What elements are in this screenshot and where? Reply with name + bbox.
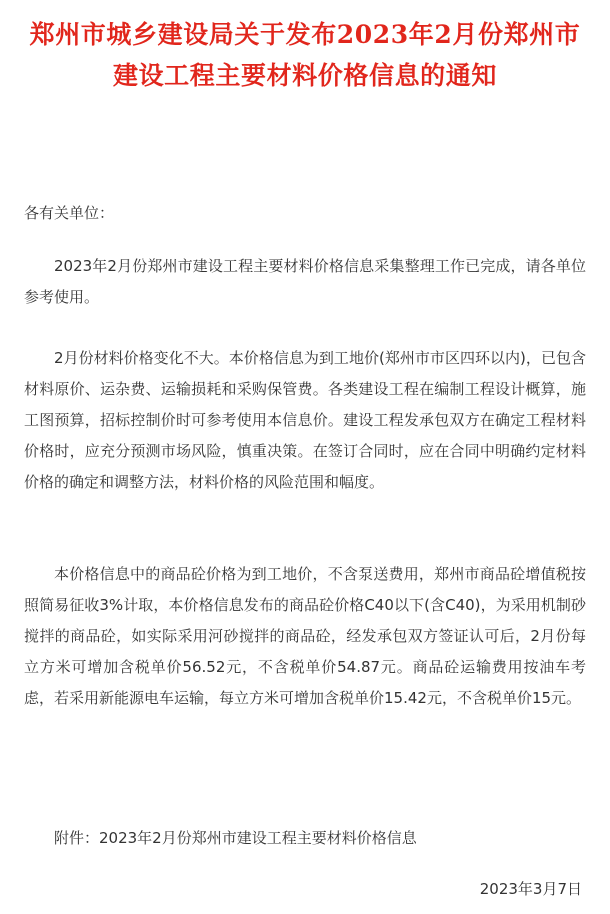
body-paragraph-3: 本价格信息中的商品砼价格为到工地价，不含泵送费用，郑州市商品砼增值税按照简易征收3%计取，本价格信息发布的商品砼价格C40以下(含C40)，为采用机制砂搅拌的商品砼，如实际采用河砂搅拌的商品砼，经发承包双方签证认可后，2月份每立方米可增加含税单价56.52元，不含税单价54.87元。商品砼运输费用按油车考虑，若采用新能源电车运输，每立方米可增加含税单价15.42元，不含税单价15元。 [24, 565, 586, 707]
notice-title: 郑州市城乡建设局关于发布2023年2月份郑州市建设工程主要材料价格信息的通知 [29, 20, 581, 90]
body-paragraph-2: 2月份材料价格变化不大。本价格信息为到工地价(郑州市市区四环以内)，已包含材料原价、运杂费、运输损耗和采购保管费。各类建设工程在编制工程设计概算，施工图预算，招标控制价时可参考使用本信息价。建设工程发承包双方在确定工程材料价格时，应充分预测市场风险，慎重决策。在签订合同时，应在合同中明确约定材料价格的确定和调整方法，材料价格的风险范围和幅度。 [24, 349, 586, 491]
salutation: 各有关单位： [24, 204, 115, 222]
attachment-line: 附件：2023年2月份郑州市建设工程主要材料价格信息 [54, 829, 417, 847]
body-paragraph-1: 2023年2月份郑州市建设工程主要材料价格信息采集整理工作已完成，请各单位参考使用。 [24, 257, 586, 306]
issue-date: 2023年3月7日 [479, 880, 582, 898]
